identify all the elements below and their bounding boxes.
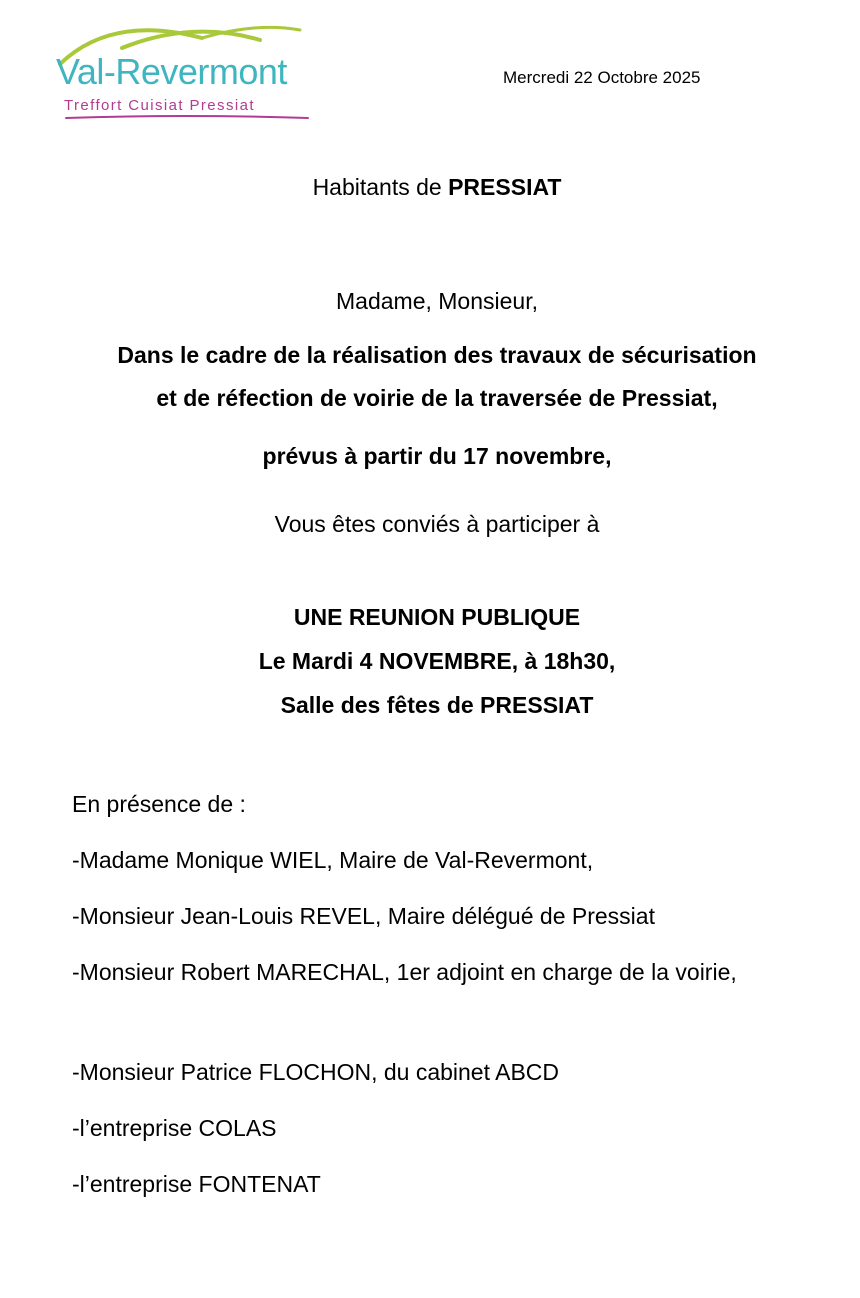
intro-line-2: et de réfection de voirie de la traversée de Pressiat,	[156, 385, 718, 411]
intro-line-1: Dans le cadre de la réalisation des travaux de sécurisation	[117, 342, 757, 368]
presence-heading: En présence de :	[72, 791, 246, 817]
meeting-when: Le Mardi 4 NOVEMBRE, à 18h30,	[258, 648, 616, 674]
logo-name: Val-Revermont	[56, 51, 287, 92]
attendee-item: -l’entreprise COLAS	[72, 1115, 277, 1141]
logo-villages: Treffort Cuisiat Pressiat	[64, 97, 255, 114]
letter-date: Mercredi 22 Octobre 2025	[503, 68, 701, 87]
attendee-item: -Monsieur Patrice FLOCHON, du cabinet ABCD	[72, 1059, 560, 1085]
recipient-line	[40, 172, 834, 202]
meeting-where: Salle des fêtes de PRESSIAT	[280, 692, 594, 718]
attendee-item: -l’entreprise FONTENAT	[72, 1171, 321, 1197]
attendee-item: -Monsieur Robert MARECHAL, 1er adjoint en charge de la voirie,	[72, 959, 737, 985]
recipient-name: PRESSIAT	[448, 174, 562, 200]
intro-line-3: prévus à partir du 17 novembre,	[262, 443, 612, 469]
recipient-prefix: Habitants de	[312, 174, 449, 200]
salutation: Madame, Monsieur,	[336, 288, 538, 314]
val-revermont-logo	[52, 22, 314, 126]
attendee-item: -Monsieur Jean-Louis REVEL, Maire délégué de Pressiat	[72, 903, 655, 929]
invite-line: Vous êtes conviés à participer à	[274, 511, 600, 537]
meeting-title: UNE REUNION PUBLIQUE	[293, 604, 581, 630]
attendee-item: -Madame Monique WIEL, Maire de Val-Revermont,	[72, 847, 594, 873]
